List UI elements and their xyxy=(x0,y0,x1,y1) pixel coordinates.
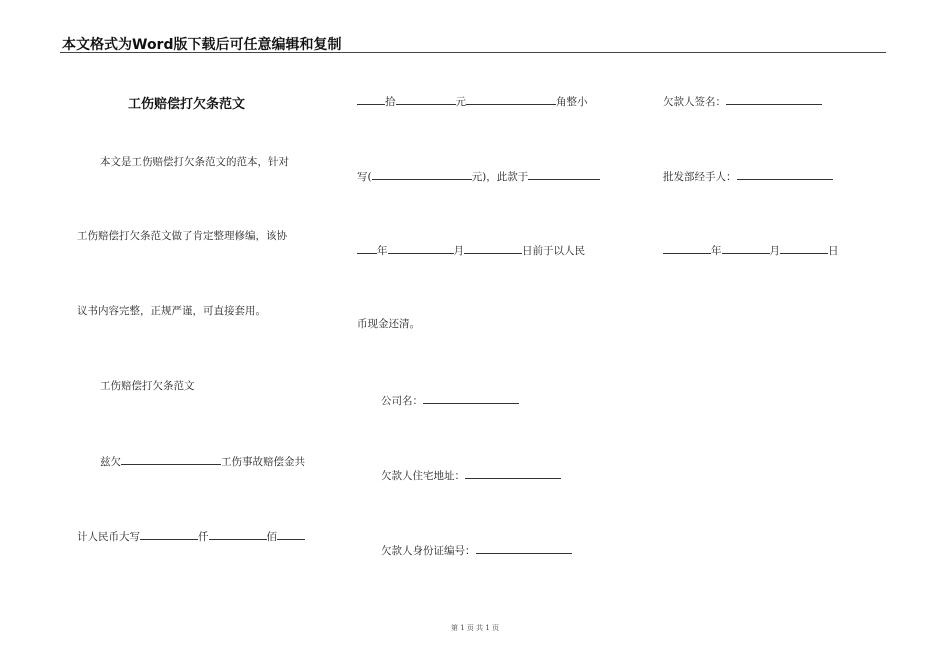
xie-text: 写( xyxy=(357,171,372,183)
amount-prefix: 计人民币大写 xyxy=(77,531,140,543)
due-date-line xyxy=(357,242,585,258)
amount-line-2 xyxy=(357,93,588,109)
subtitle: 工伤赔偿打欠条范文 xyxy=(100,380,195,392)
cash-line: 币现金还清。 xyxy=(357,318,420,330)
intro-line-1: 本文是工伤赔偿打欠条范文的范本，针对 xyxy=(100,156,289,168)
bai-text: 佰 xyxy=(266,531,277,543)
ri-before-text: 日前于以人民 xyxy=(522,245,585,257)
sign-yue-text: 月 xyxy=(769,245,780,257)
month-blank[interactable] xyxy=(388,242,454,254)
small-amount-line xyxy=(357,168,600,184)
sign-ri-text: 日 xyxy=(828,245,839,257)
id-line xyxy=(381,542,572,558)
header-title: 本文格式为Word版下载后可任意编辑和复制 xyxy=(62,37,342,53)
intro-line-2: 工伤赔偿打欠条范文做了肯定整理修编，该协 xyxy=(77,230,287,242)
id-label: 欠款人身份证编号： xyxy=(381,545,476,557)
handler-field[interactable] xyxy=(737,168,833,180)
document-title: 工伤赔偿打欠条范文 xyxy=(128,97,246,112)
year-blank[interactable] xyxy=(357,242,377,254)
bai-blank[interactable] xyxy=(277,528,305,540)
owe-prefix: 兹欠 xyxy=(100,456,121,468)
sign-date-line xyxy=(663,242,839,258)
nian-text: 年 xyxy=(377,245,388,257)
amount-line xyxy=(77,528,305,544)
signature-label: 欠款人签名： xyxy=(663,96,726,108)
small-amount-blank[interactable] xyxy=(372,168,472,180)
address-label: 欠款人住宅地址： xyxy=(381,470,465,482)
header-divider xyxy=(60,52,886,53)
owe-line xyxy=(100,453,305,469)
company-line xyxy=(381,392,519,408)
shi-blank[interactable] xyxy=(396,93,456,105)
yue-text: 月 xyxy=(453,245,464,257)
wan-blank[interactable] xyxy=(140,528,198,540)
yuan-close-text: 元)，此款于 xyxy=(471,171,529,183)
address-field[interactable] xyxy=(465,467,561,479)
sign-day-blank[interactable] xyxy=(780,242,828,254)
jiao-text: 角整小 xyxy=(556,96,588,108)
yuan-blank[interactable] xyxy=(466,93,556,105)
owe-suffix: 工伤事故赔偿金共 xyxy=(221,456,305,468)
shi-lead-blank[interactable] xyxy=(357,93,385,105)
id-number-field[interactable] xyxy=(476,542,572,554)
creditor-blank[interactable] xyxy=(121,453,221,465)
shi-text: 拾 xyxy=(385,96,396,108)
yuan-text: 元 xyxy=(455,96,466,108)
handler-line xyxy=(663,168,833,184)
sign-month-blank[interactable] xyxy=(722,242,770,254)
qian-text: 仟 xyxy=(198,531,209,543)
handler-label: 批发部经手人： xyxy=(663,171,737,183)
company-name-field[interactable] xyxy=(423,392,519,404)
page-number: 第 1 页 共 1 页 xyxy=(450,624,500,632)
company-label: 公司名： xyxy=(381,395,423,407)
address-line xyxy=(381,467,561,483)
sign-nian-text: 年 xyxy=(711,245,722,257)
date-lead-blank[interactable] xyxy=(528,168,600,180)
day-blank[interactable] xyxy=(464,242,522,254)
qian-blank[interactable] xyxy=(209,528,267,540)
signature-line xyxy=(663,93,822,109)
intro-line-3: 议书内容完整，正规严谨，可直接套用。 xyxy=(77,305,266,317)
sign-year-blank[interactable] xyxy=(663,242,711,254)
signature-field[interactable] xyxy=(726,93,822,105)
